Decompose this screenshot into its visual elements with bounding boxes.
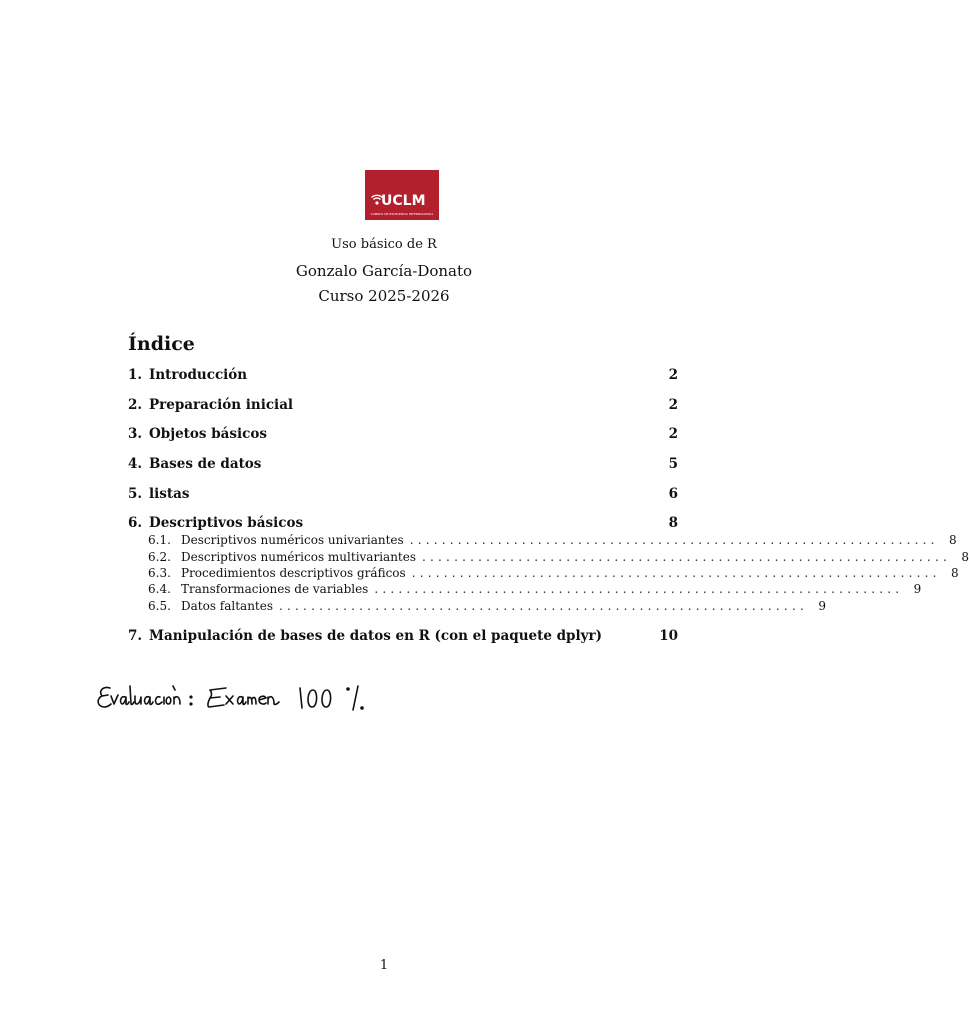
toc-section-page: 2 [668, 397, 678, 413]
toc-leader-dots: .................................................................. [409, 533, 939, 547]
toc-section[interactable] [128, 514, 678, 532]
document-title: Uso básico de R [331, 237, 437, 252]
toc-section-label: Introducción [149, 367, 248, 383]
toc-section-page: 5 [668, 456, 678, 472]
document-course: Curso 2025-2026 [318, 287, 450, 305]
toc-heading: Índice [128, 333, 195, 355]
toc-subsection-number: 6.5. [148, 599, 171, 613]
toc-section-label: listas [149, 486, 190, 502]
toc-leader-dots: .................................................................. [279, 599, 808, 613]
toc-leader-dots: .................................................................. [422, 550, 951, 564]
toc-section[interactable] [128, 366, 678, 384]
toc-subsection-label: Descriptivos numéricos univariantes [181, 533, 404, 547]
toc-section[interactable] [128, 396, 678, 414]
toc-section-number: 4. [128, 456, 143, 472]
toc-subsection-page: 8 [951, 566, 959, 580]
toc-subsection-page: 9 [818, 599, 826, 613]
toc-section-number: 2. [128, 397, 143, 413]
toc-subsection[interactable] [148, 565, 959, 581]
logo-wordmark: UCLM [381, 193, 426, 209]
toc-section-page: 10 [659, 628, 678, 644]
toc-subsection-label: Transformaciones de variables [181, 582, 369, 596]
toc-section-page: 8 [668, 515, 678, 531]
toc-subsection[interactable] [148, 581, 922, 597]
toc-subsection-label: Datos faltantes [181, 599, 274, 613]
logo-subtitle: CAMPUS DE EXCELENCIA INTERNACIONAL [370, 212, 434, 216]
toc-section-page: 2 [668, 367, 678, 383]
handwritten-note [96, 680, 376, 724]
toc-subsection[interactable] [148, 598, 826, 614]
toc-section-label: Preparación inicial [149, 397, 294, 413]
toc-section-number: 3. [128, 426, 143, 442]
toc-subsection-number: 6.3. [148, 566, 171, 580]
toc-section-page: 2 [668, 426, 678, 442]
uclm-logo [365, 170, 439, 220]
document-author: Gonzalo García-Donato [295, 262, 473, 280]
toc-leader-dots: .................................................................. [374, 582, 904, 596]
toc-section-label: Manipulación de bases de datos en R (con el paquete dplyr) [149, 628, 602, 644]
toc-subsection-number: 6.4. [148, 582, 171, 596]
toc-section-number: 7. [128, 628, 143, 644]
toc-section-number: 1. [128, 367, 143, 383]
toc-subsection-label: Procedimientos descriptivos gráficos [181, 566, 406, 580]
toc-subsection-number: 6.1. [148, 533, 171, 547]
toc-section-number: 5. [128, 486, 143, 502]
toc-section[interactable] [128, 455, 678, 473]
toc-subsection-page: 8 [961, 550, 969, 564]
toc-section-number: 6. [128, 515, 143, 531]
toc-subsection[interactable] [148, 549, 969, 565]
toc-subsection-page: 9 [913, 582, 922, 596]
page-number: 1 [379, 958, 389, 973]
toc-leader-dots: .................................................................. [411, 566, 941, 580]
toc-section[interactable] [128, 425, 678, 443]
toc-subsection-label: Descriptivos numéricos multivariantes [181, 550, 417, 564]
toc-section-label: Bases de datos [149, 456, 262, 472]
toc-section-label: Descriptivos básicos [149, 515, 304, 531]
toc-subsection-page: 8 [949, 533, 957, 547]
toc-subsection[interactable] [148, 532, 957, 548]
toc-section[interactable] [128, 627, 678, 645]
toc-section[interactable] [128, 485, 678, 503]
toc-subsection-number: 6.2. [148, 550, 171, 564]
toc-section-page: 6 [668, 486, 678, 502]
toc-section-label: Objetos básicos [149, 426, 267, 442]
